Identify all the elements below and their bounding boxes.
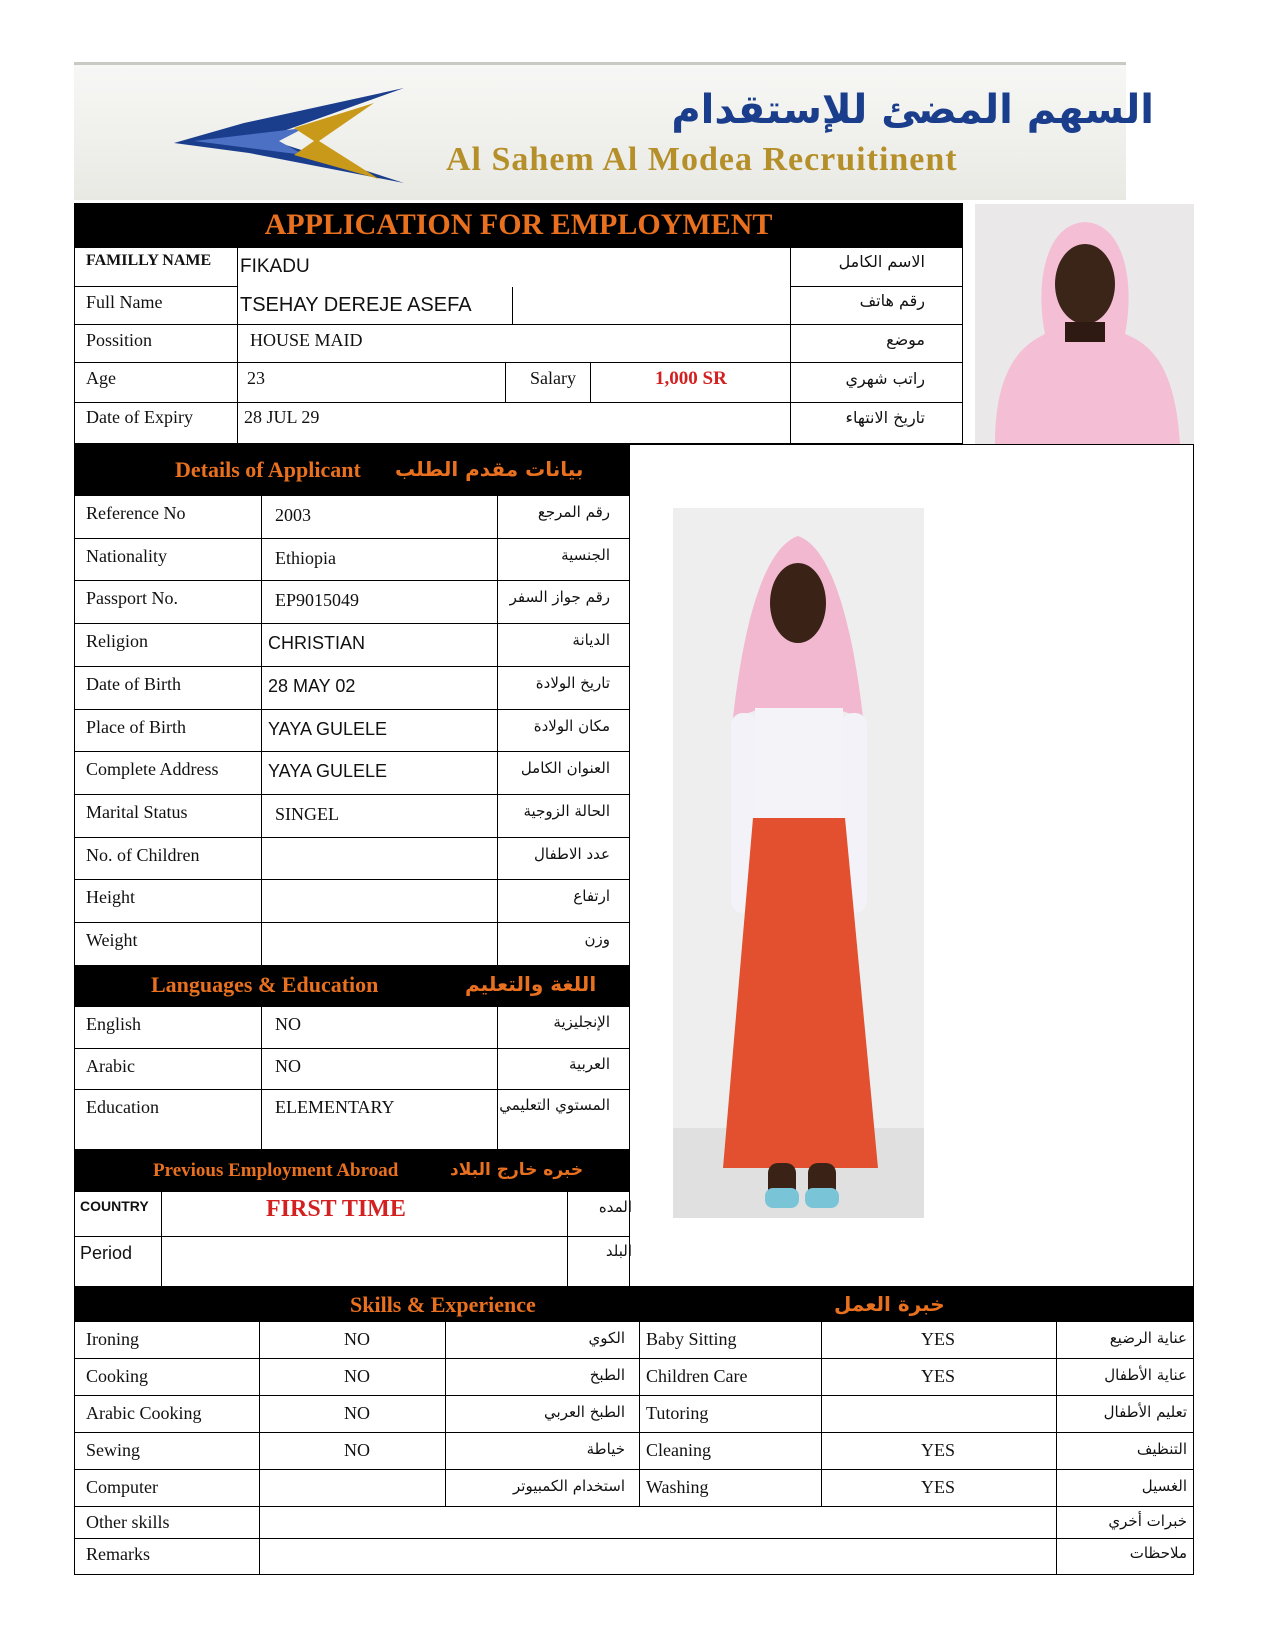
details-label: Place of Birth xyxy=(86,717,186,737)
family-name-label: FAMILLY NAME xyxy=(86,252,212,269)
skill-label: Cleaning xyxy=(646,1440,711,1460)
previous-header-en: Previous Employment Abroad xyxy=(153,1160,399,1181)
language-value: NO xyxy=(275,1014,301,1034)
salary-ar: راتب شهري xyxy=(845,369,925,388)
details-label: Weight xyxy=(86,930,138,950)
age-label: Age xyxy=(86,368,116,388)
skill-label-ar: الكوي xyxy=(588,1329,625,1347)
form-title: APPLICATION FOR EMPLOYMENT xyxy=(264,208,773,241)
details-label-ar: الحالة الزوجية xyxy=(523,802,610,820)
country-label: COUNTRY xyxy=(80,1198,149,1214)
details-label-ar: مكان الولادة xyxy=(533,717,610,735)
details-label-ar: تاريخ الولادة xyxy=(535,674,610,692)
skill-label-ar: عناية الأطفال xyxy=(1104,1366,1187,1384)
details-label-ar: رقم جواز السفر xyxy=(509,588,610,606)
previous-header xyxy=(75,1150,630,1192)
details-value: YAYA GULELE xyxy=(268,719,388,739)
language-label-ar: المستوي التعليمي xyxy=(499,1096,610,1114)
position-ar: موضع xyxy=(886,330,925,349)
skill-value: YES xyxy=(921,1440,956,1460)
language-label: Arabic xyxy=(86,1056,135,1076)
details-header xyxy=(75,445,630,496)
salary-value: 1,000 SR xyxy=(655,368,727,389)
language-value: NO xyxy=(275,1056,301,1076)
details-label: Passport No. xyxy=(86,588,179,608)
details-value: 28 MAY 02 xyxy=(268,676,356,696)
skills-cell xyxy=(260,1539,1057,1575)
skill-label-ar: عناية الرضيع xyxy=(1109,1329,1187,1347)
other-skills-label: Other skills xyxy=(86,1512,170,1532)
language-label: Education xyxy=(86,1097,159,1117)
period-ar: البلد xyxy=(605,1242,632,1260)
full-name-value: TSEHAY DEREJE ASEFA xyxy=(240,294,472,316)
details-label-ar: الجنسية xyxy=(561,546,610,564)
details-label: Date of Birth xyxy=(86,674,181,694)
details-label: Height xyxy=(86,887,135,907)
details-header-en: Details of Applicant xyxy=(175,457,361,482)
skills-cell xyxy=(260,1470,446,1507)
period-label: Period xyxy=(80,1243,133,1263)
salary-label: Salary xyxy=(530,368,576,388)
remarks-label-ar: ملاحظات xyxy=(1129,1544,1187,1562)
skill-label: Sewing xyxy=(86,1440,140,1460)
languages-header-en: Languages & Education xyxy=(151,972,379,997)
details-label: Marital Status xyxy=(86,802,188,822)
details-value: Ethiopia xyxy=(275,548,336,568)
skill-label: Computer xyxy=(86,1477,158,1497)
skills-header-ar: خبرة العمل xyxy=(834,1292,945,1316)
skill-value: YES xyxy=(921,1366,956,1386)
details-label: No. of Children xyxy=(86,845,200,865)
details-label: Nationality xyxy=(86,546,167,566)
age-value: 23 xyxy=(247,368,265,388)
skills-header xyxy=(74,1287,1194,1322)
logo-banner xyxy=(74,62,1154,200)
position-label: Possition xyxy=(86,330,153,350)
skill-label: Children Care xyxy=(646,1366,748,1386)
skill-label: Tutoring xyxy=(646,1403,709,1423)
details-header-ar: بيانات مقدم الطلب xyxy=(395,457,584,481)
arrow-logo-icon xyxy=(154,83,424,193)
skill-value: YES xyxy=(921,1329,956,1349)
logo-arabic-name: السهم المضئ للإستقدام xyxy=(671,87,1154,133)
skill-value: NO xyxy=(344,1440,370,1460)
details-value: SINGEL xyxy=(275,804,339,824)
other-skills-label-ar: خبرات أخري xyxy=(1108,1512,1187,1530)
details-value: YAYA GULELE xyxy=(268,761,388,781)
details-label-ar: الديانة xyxy=(572,631,610,649)
portrait-figure-icon xyxy=(975,204,1194,444)
skill-label-ar: الغسيل xyxy=(1141,1477,1187,1495)
position-value: HOUSE MAID xyxy=(250,330,363,350)
country-ar: المده xyxy=(598,1198,632,1216)
expiry-value: 28 JUL 29 xyxy=(244,407,320,427)
skill-label-ar: استخدام الكمبيوتر xyxy=(513,1477,625,1495)
skills-cell xyxy=(822,1396,1057,1433)
full-body-photo xyxy=(673,508,924,1218)
details-value: 2003 xyxy=(275,505,311,525)
language-label: English xyxy=(86,1014,142,1034)
skill-label: Washing xyxy=(646,1477,709,1497)
language-label-ar: الإنجليزية xyxy=(553,1013,610,1031)
language-value: ELEMENTARY xyxy=(275,1097,395,1117)
skill-label-ar: خياطة xyxy=(586,1440,625,1458)
details-label-ar: عدد الاطفال xyxy=(534,845,610,863)
skill-label: Cooking xyxy=(86,1366,149,1386)
skill-value: NO xyxy=(344,1329,370,1349)
details-label-ar: العنوان الكامل xyxy=(520,759,610,777)
skill-label: Ironing xyxy=(86,1329,139,1349)
skill-value: NO xyxy=(344,1366,370,1386)
skill-label: Arabic Cooking xyxy=(86,1403,202,1423)
details-label: Reference No xyxy=(86,503,186,523)
skill-value: YES xyxy=(921,1477,956,1497)
languages-header xyxy=(75,965,630,1007)
country-value: FIRST TIME xyxy=(266,1196,406,1222)
skill-label-ar: التنظيف xyxy=(1136,1440,1187,1458)
form-title-bar xyxy=(75,204,962,248)
skills-cell xyxy=(260,1507,1057,1539)
previous-header-ar: خبره خارج البلاد xyxy=(450,1160,584,1180)
skill-label: Baby Sitting xyxy=(646,1329,737,1349)
family-name-value: FIKADU xyxy=(240,256,310,277)
skill-label-ar: تعليم الأطفال xyxy=(1103,1403,1187,1421)
full-name-label: Full Name xyxy=(86,292,163,312)
family-name-ar: الاسم الكامل xyxy=(838,252,925,271)
skills-header-en: Skills & Experience xyxy=(350,1292,536,1317)
remarks-label: Remarks xyxy=(86,1544,150,1564)
portrait-photo xyxy=(975,204,1194,444)
phone-ar: رقم هاتف xyxy=(859,291,925,310)
details-label-ar: ارتفاع xyxy=(573,887,610,905)
details-label: Complete Address xyxy=(86,759,219,779)
details-label: Religion xyxy=(86,631,148,651)
expiry-ar: تاريخ الانتهاء xyxy=(845,408,925,427)
skill-label-ar: الطبخ xyxy=(589,1366,625,1384)
skill-label-ar: الطبخ العربي xyxy=(544,1403,625,1421)
details-label-ar: رقم المرجع xyxy=(537,503,610,521)
languages-header-ar: اللغة والتعليم xyxy=(465,972,597,996)
logo-english-name: Al Sahem Al Modea Recruitinent xyxy=(446,141,958,178)
skill-value: NO xyxy=(344,1403,370,1423)
details-value: CHRISTIAN xyxy=(268,633,366,653)
language-label-ar: العربية xyxy=(569,1055,610,1073)
full-body-figure-icon xyxy=(673,508,924,1218)
details-label-ar: وزن xyxy=(584,930,610,948)
details-value: EP9015049 xyxy=(275,590,360,610)
expiry-label: Date of Expiry xyxy=(86,407,193,427)
